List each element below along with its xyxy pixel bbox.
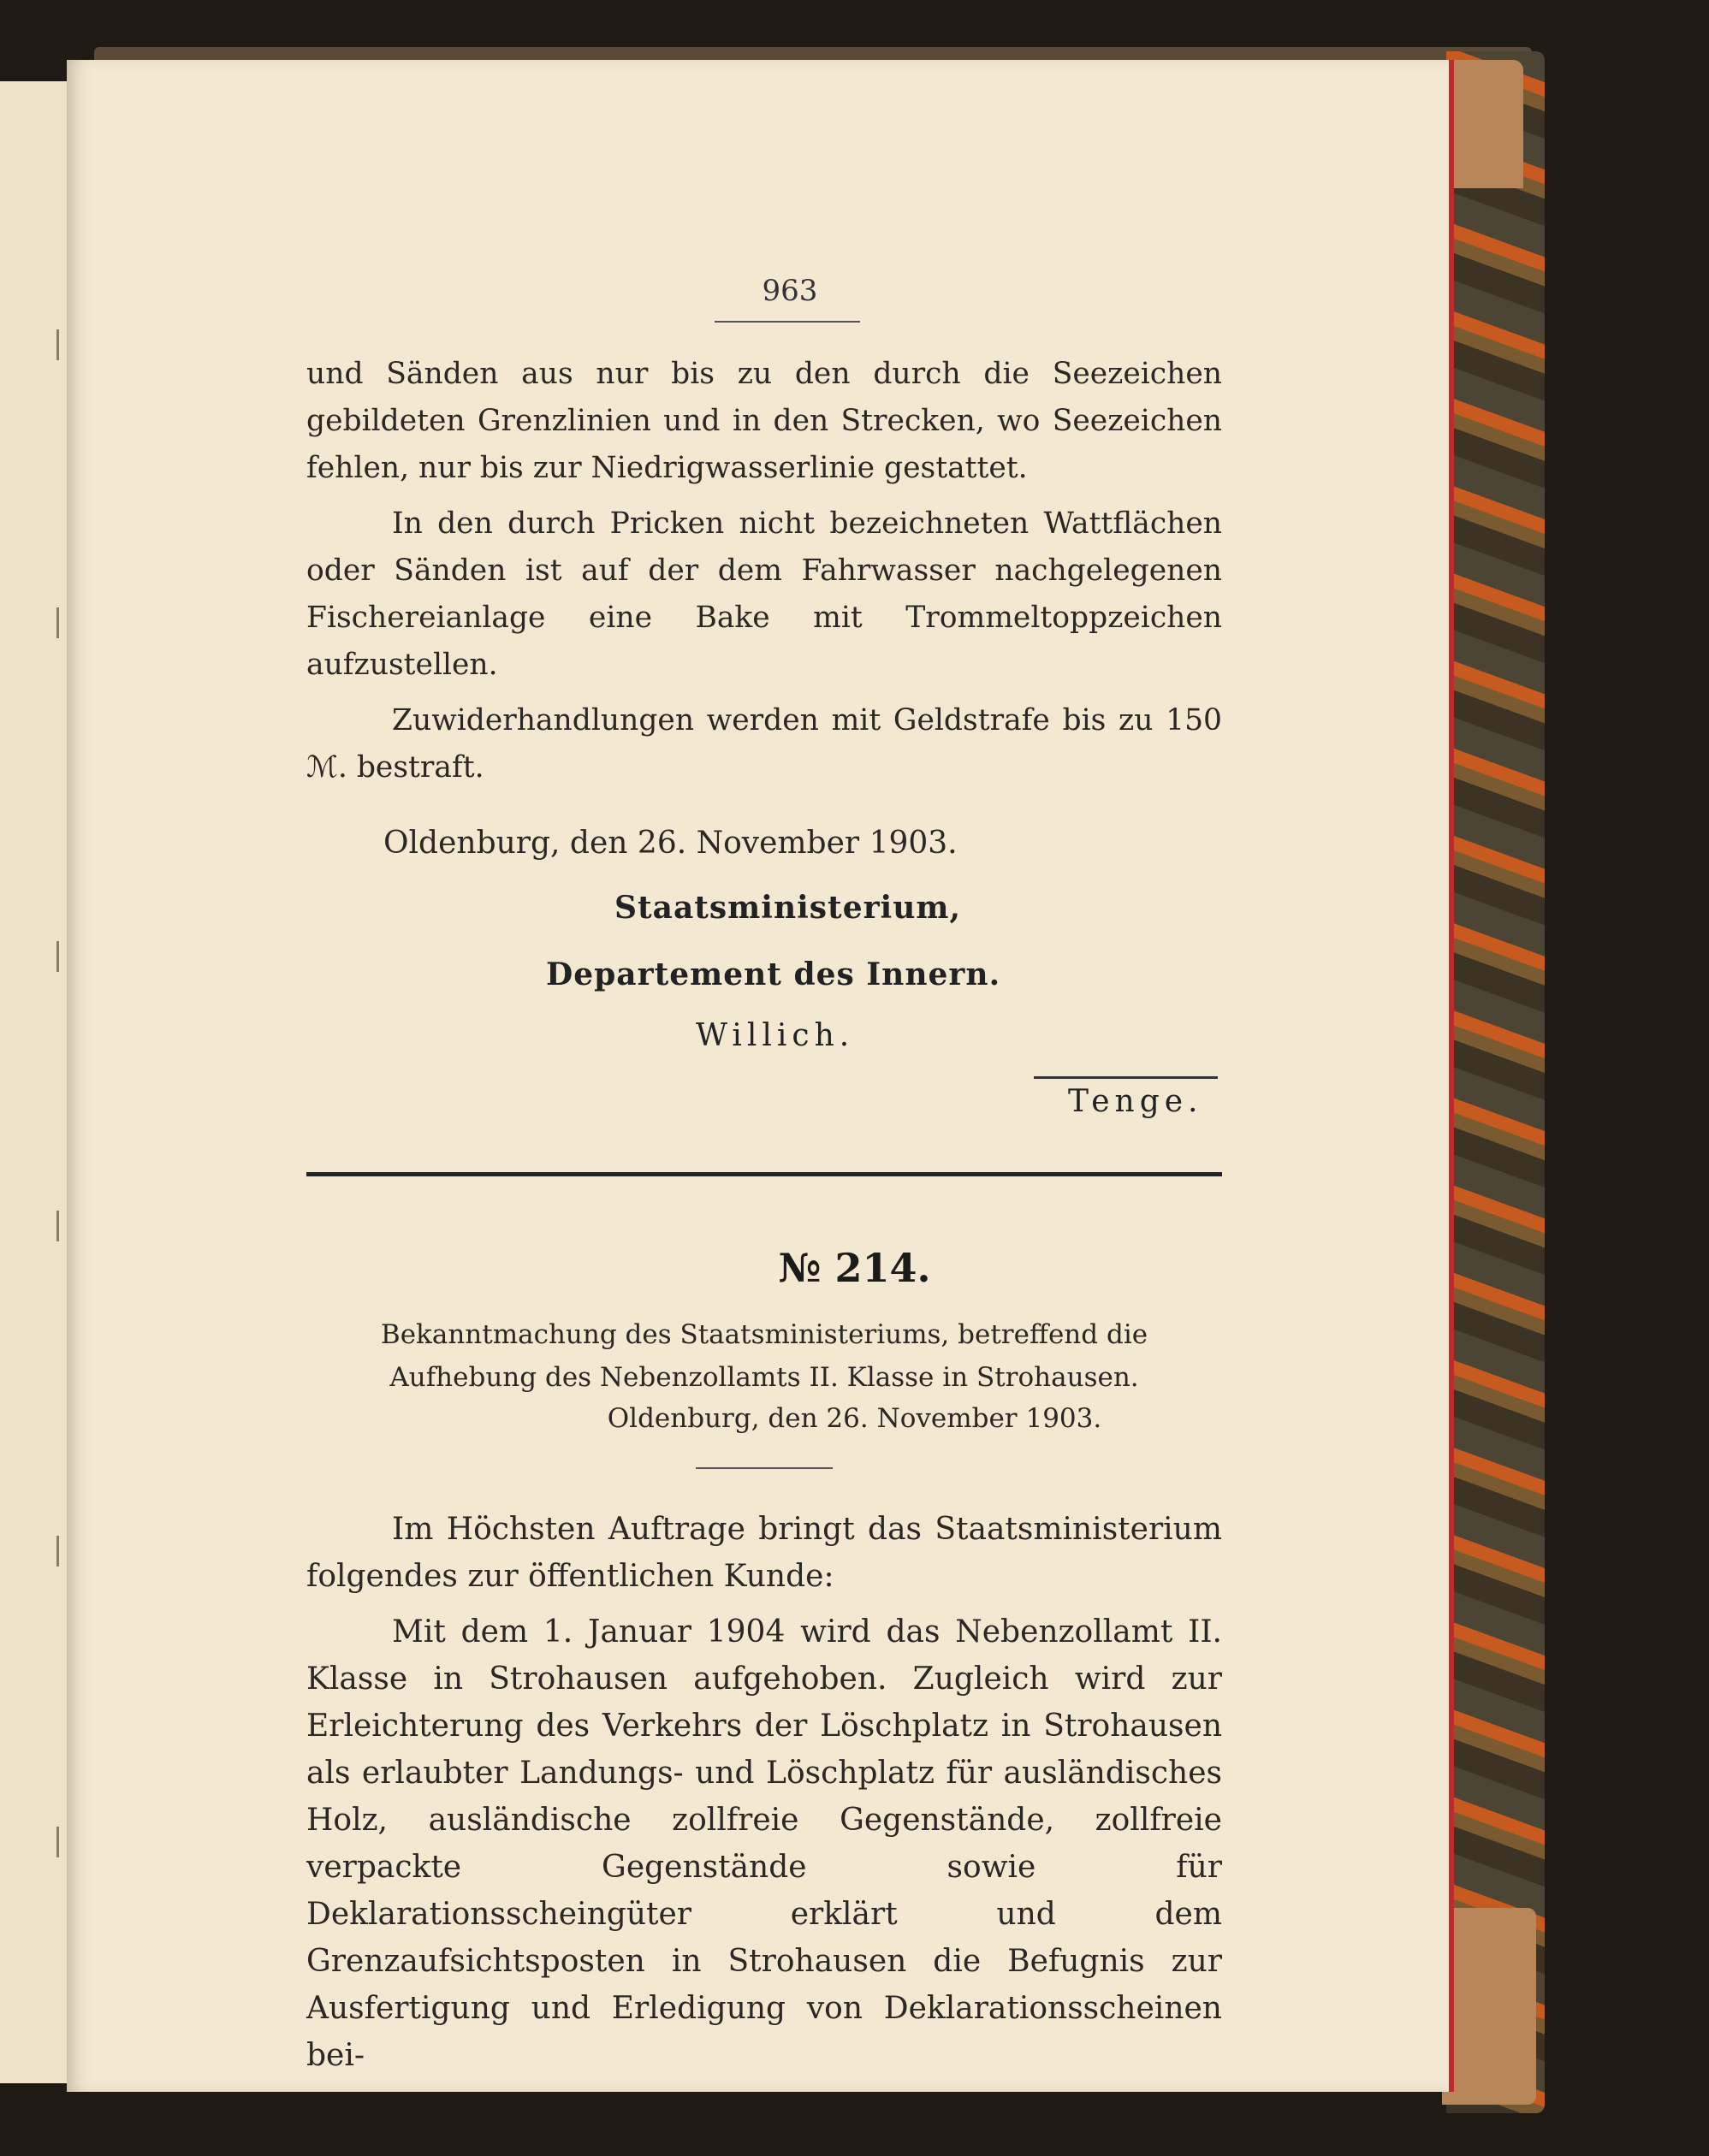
binding-stitch — [56, 607, 59, 638]
page-number: 963 — [762, 274, 818, 308]
section-body — [306, 1506, 1222, 2079]
signature-signer: Willich. — [696, 1018, 855, 1053]
signature-cosigner: Tenge. — [1068, 1084, 1203, 1119]
binding-stitch — [56, 1827, 59, 1857]
signature-ministry: Staatsministerium, — [614, 890, 962, 926]
page-number-rule — [715, 321, 860, 323]
section-main-text: Mit dem 1. Januar 1904 wird das Nebenzollamt II. Klasse in Strohausen aufgehoben. Zugleich wird zur Erleichterung des Verkehrs der Löschplatz in Strohausen als erlaubter Landungs- und Löschplatz für ausländisches Holz, ausländische zollfreie Gegenstände, zollfreie verpackte Gegenstände sowie für Deklarationsscheingüter erklärt und dem Grenzaufsichtsposten in Strohausen die Befugnis zur Ausfertigung und Erledigung von Deklarationsscheinen bei- — [306, 1614, 1222, 2073]
left-page-edge — [0, 81, 70, 2083]
leather-corner-bottom — [1442, 1908, 1536, 2105]
paragraph-penalty: Zuwiderhandlungen werden mit Geldstrafe bis zu 150 ℳ. bestraft. — [306, 703, 1222, 785]
leather-corner-top — [1442, 60, 1523, 188]
book-cover-right-edge — [1446, 51, 1545, 2113]
section-intro: Im Höchsten Auftrage bringt das Staatsministerium folgendes zur öffentlichen Kunde: — [306, 1512, 1222, 1594]
binding-stitch — [56, 941, 59, 972]
binding-stitch — [56, 1211, 59, 1241]
section-subject — [306, 1313, 1222, 1399]
cosigner-rule — [1034, 1076, 1218, 1079]
document-page — [67, 60, 1454, 2092]
signature-department: Departement des Innern. — [546, 957, 1001, 992]
place-date: Oldenburg, den 26. November 1903. — [383, 826, 958, 861]
paragraph-continued: und Sänden aus nur bis zu den durch die Seezeichen gebildeten Grenzlinien und in den Strecken, wo Seezeichen fehlen, nur bis zur Niedrigwasserlinie gestattet. — [306, 357, 1222, 485]
binding-stitch — [56, 329, 59, 360]
page-top-text — [306, 351, 1222, 791]
section-divider — [306, 1172, 1222, 1176]
section-number: № 214. — [778, 1245, 931, 1291]
section-subject-text: Bekanntmachung des Staatsministeriums, betreffend die Aufhebung des Nebenzollamts II. Klasse in Strohausen. — [380, 1319, 1148, 1393]
section-rule — [696, 1467, 833, 1469]
section-date: Oldenburg, den 26. November 1903. — [607, 1403, 1102, 1434]
paragraph-bake: In den durch Pricken nicht bezeichneten Wattflächen oder Sänden ist auf der dem Fahrwasser nachgelegenen Fischereianlage eine Bake mit Trommeltoppzeichen aufzustellen. — [306, 506, 1222, 682]
binding-stitch — [56, 1536, 59, 1567]
